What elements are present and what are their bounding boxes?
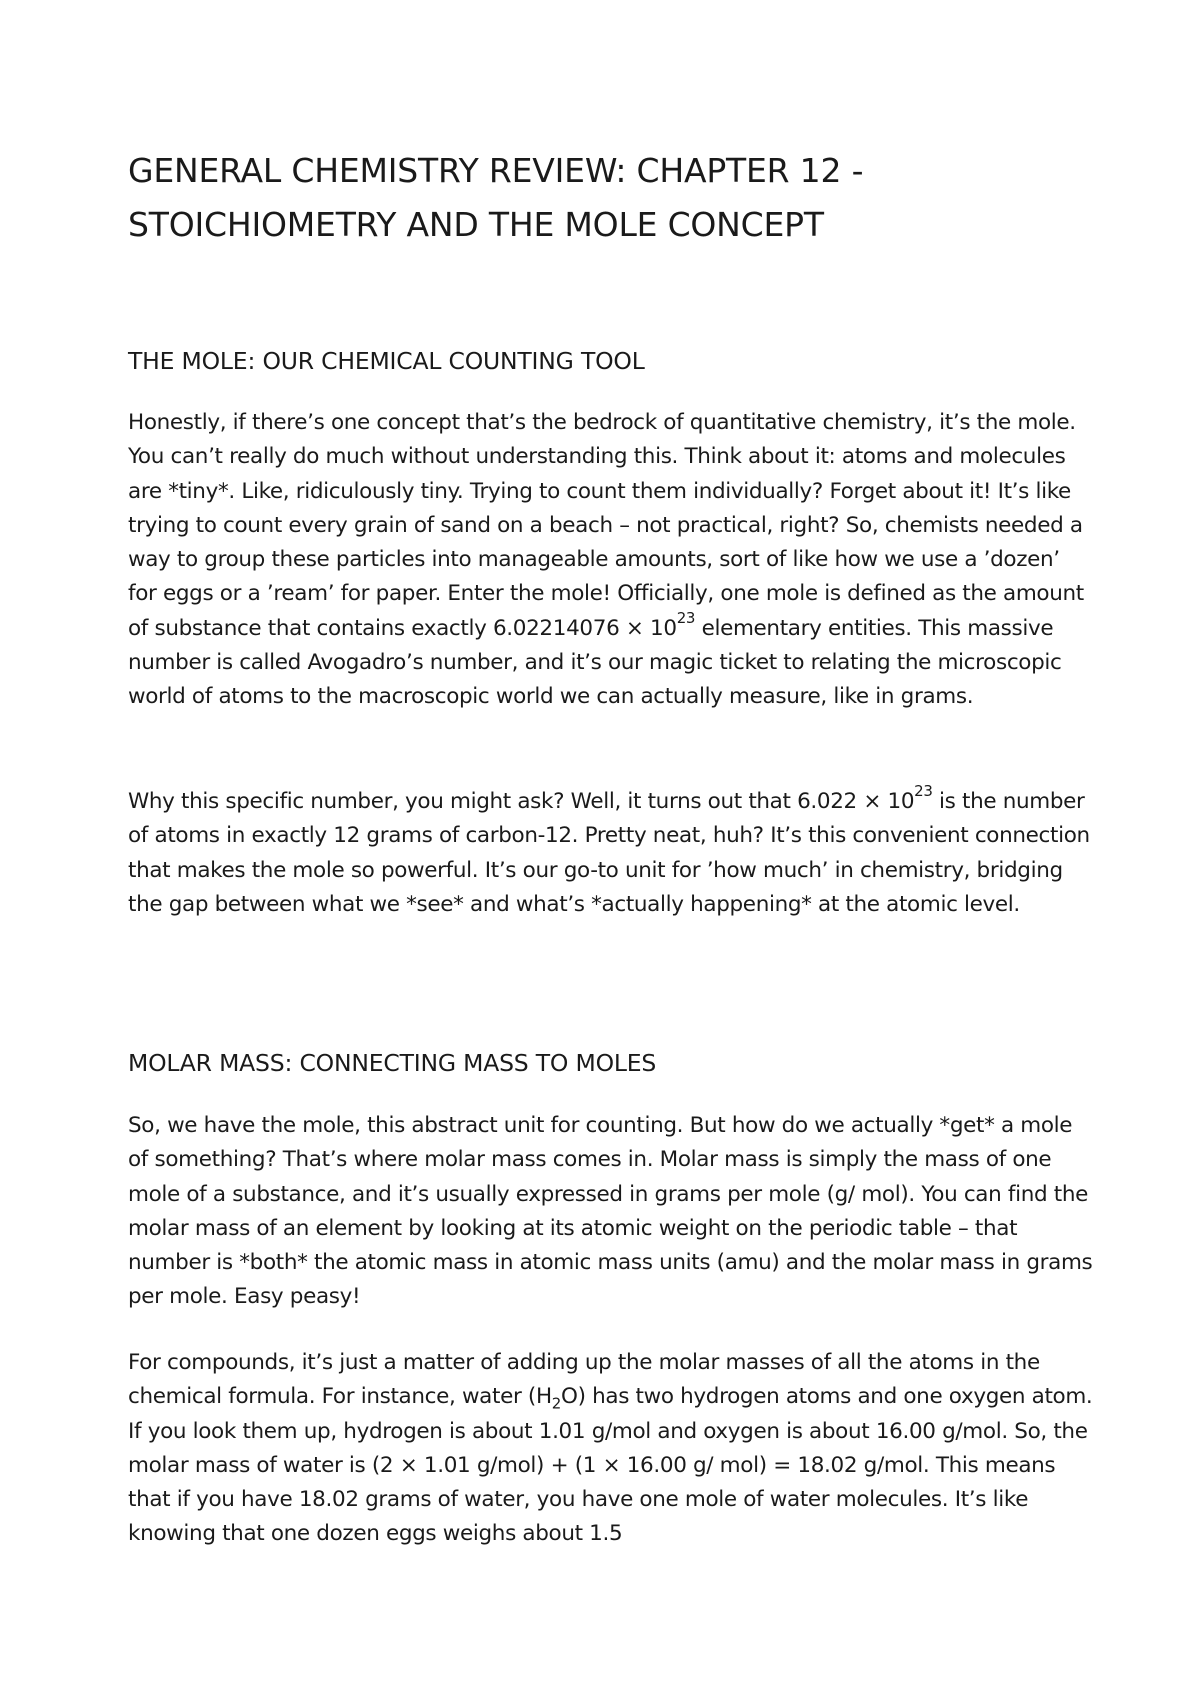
- paragraph-text: O) has two hydrogen atoms and one oxygen atom. If you look them up, hydrogen is about 1.01 g/mol and oxygen is about 16.00 g/mol. So, the molar mass of water is (2 × 1.01 g/mol) + (1 × 16.00 g/ mol) = 18.02 g/mol. This means that if you have 18.02 grams of water, you have one mole of water molecules. It’s like knowing that one dozen eggs weighs about 1.5: [128, 1384, 1093, 1547]
- exponent: 23: [676, 608, 696, 627]
- subscript: 2: [551, 1394, 561, 1413]
- paragraph-text: is the number of atoms in exactly 12 grams of carbon-12. Pretty neat, huh? It’s this convenient connection that makes the mole so powerful. It’s our go-to unit for ’how much’ in chemistry, bridging the gap between what we *see* and what’s *actually happening* at the atomic level.: [128, 789, 1090, 917]
- paragraph-compound-molar-mass: [128, 1346, 1093, 1552]
- paragraph-text: Honestly, if there’s one concept that’s the bedrock of quantitative chemistry, it’s the mole. You can’t really do much without understanding this. Think about it: atoms and molecules are *tiny*. Like, ridiculously tiny. Trying to count them individually? Forget about it! It’s like trying to count every grain of sand on a beach – not practical, right? So, chemists needed a way to group these particles into manageable amounts, sort of like how we use a ’dozen’ for eggs or a ’ream’ for paper. Enter the mole! Officially, one mole is defined as the amount of substance that contains exactly 6.02214076 × 10: [128, 410, 1084, 641]
- paragraph-mole-definition: [128, 406, 1093, 715]
- document-page: [128, 0, 1093, 1696]
- paragraph-text: For compounds, it’s just a matter of adding up the molar masses of all the atoms in the chemical formula. For instance, water (H: [128, 1350, 1040, 1410]
- paragraph-molar-mass-definition: So, we have the mole, this abstract unit for counting. But how do we actually *get* a mole of something? That’s where molar mass comes in. Molar mass is simply the mass of one mole of a substance, and it’s usually expressed in grams per mole (g/ mol). You can find the molar mass of an element by looking at its atomic weight on the periodic table – that number is *both* the atomic mass in atomic mass units (amu) and the molar mass in grams per mole. Easy peasy!: [128, 1113, 1093, 1310]
- paragraph-avogadro-number: [128, 781, 1093, 922]
- section-heading-molar-mass: MOLAR MASS: CONNECTING MASS TO MOLES: [128, 1049, 657, 1077]
- section-heading-mole: THE MOLE: OUR CHEMICAL COUNTING TOOL: [128, 347, 645, 375]
- paragraph-text: elementary entities. This massive number is called Avogadro’s number, and it’s our magic ticket to relating the microscopic world of atoms to the macroscopic world we can actually measure, like in grams.: [128, 615, 1062, 710]
- paragraph-text: Why this specific number, you might ask? Well, it turns out that 6.022 × 10: [128, 789, 915, 814]
- exponent: 23: [914, 781, 933, 800]
- document-title: GENERAL CHEMISTRY REVIEW: CHAPTER 12 - STOICHIOMETRY AND THE MOLE CONCEPT: [128, 151, 864, 244]
